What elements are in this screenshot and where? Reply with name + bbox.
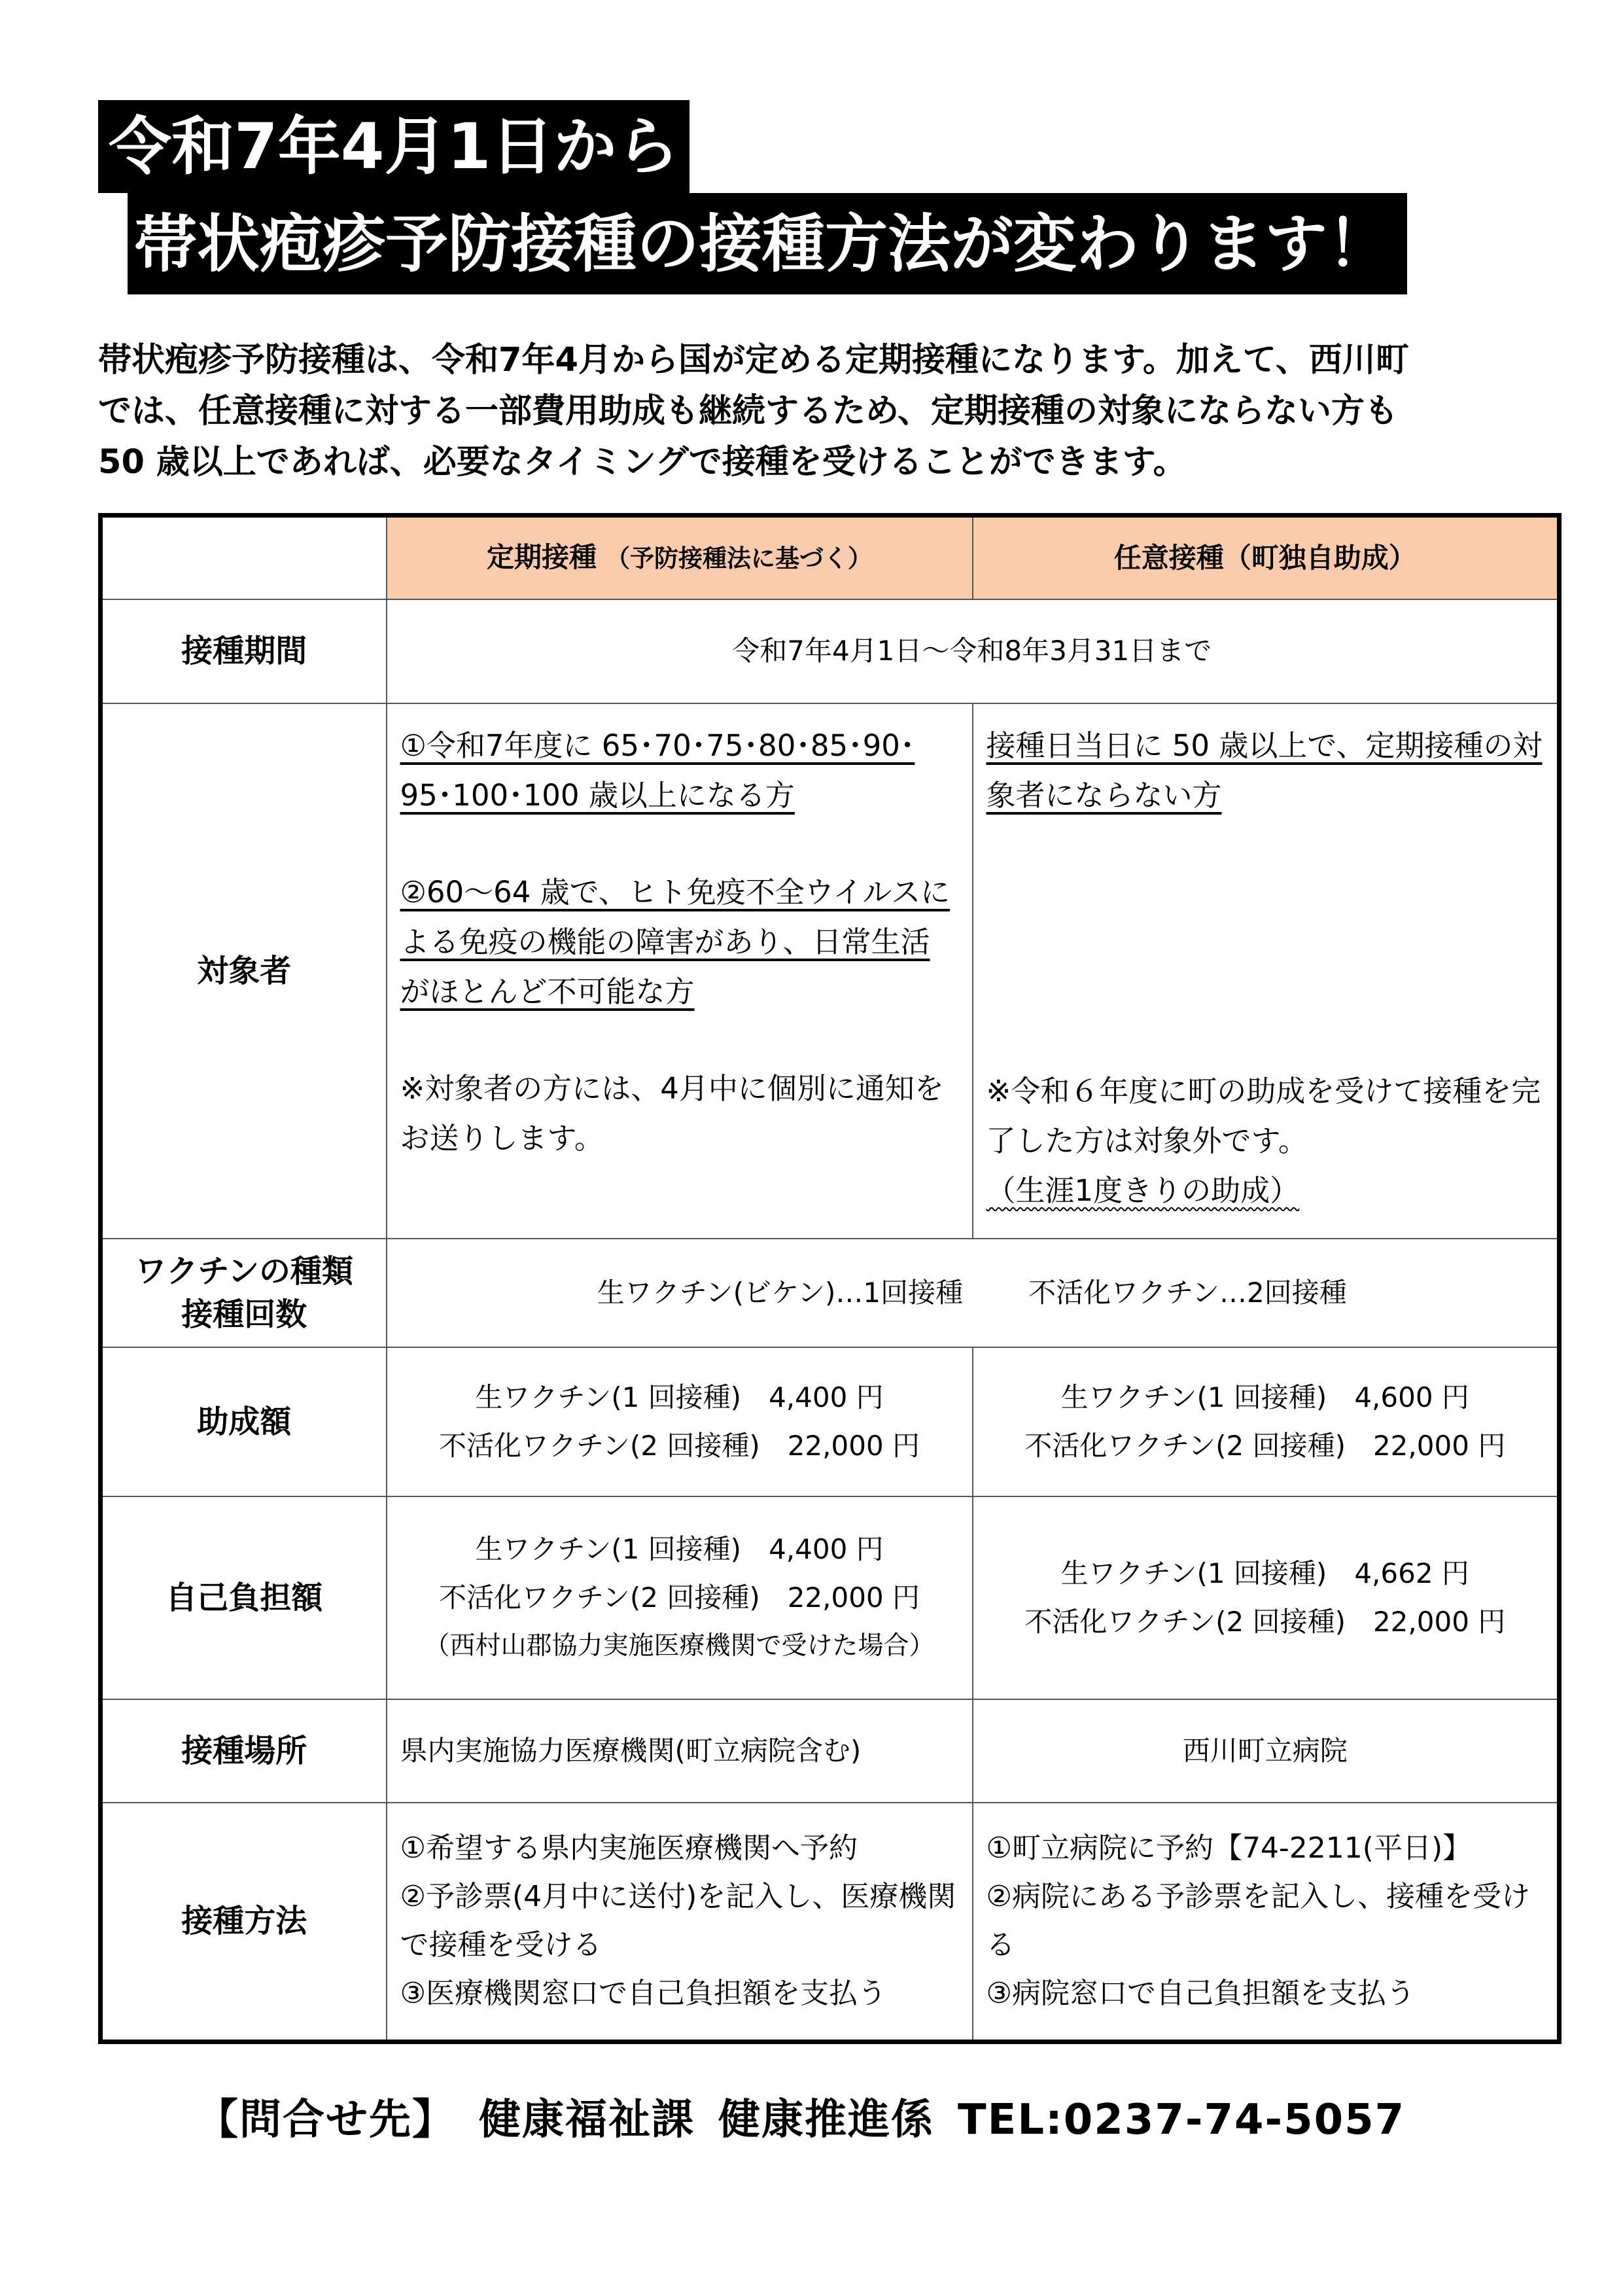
intro-line: では、任意接種に対する一部費用助成も継続するため、定期接種の対象にならない方も (98, 392, 1398, 431)
row-label-target: 対象者 (101, 703, 387, 1239)
row-label-method: 接種方法 (101, 1803, 387, 2042)
subsidy-voluntary-1: 生ワクチン(1 回接種) 4,600 円 (1060, 1381, 1469, 1413)
header-regular (387, 516, 973, 599)
header-voluntary: 任意接種（町独自助成） (973, 516, 1560, 599)
row-label-vaccine-2: 接種回数 (181, 1296, 307, 1333)
row-method (101, 1803, 1560, 2042)
contact-section: 健康推進係 (718, 2096, 934, 2144)
contact-department: 健康福祉課 (479, 2096, 695, 2144)
method-voluntary-2: ②病院にある予診票を記入し、接種を受ける (986, 1880, 1530, 1962)
row-label-place: 接種場所 (101, 1699, 387, 1803)
copay-voluntary-2: 不活化ワクチン(2 回接種) 22,000 円 (1024, 1605, 1506, 1638)
title-line-1: 令和7年4月1日から (98, 100, 689, 193)
target-regular-1: ①令和7年度に 65･70･75･80･85･90･95･100･100 歳以上になる方 (400, 728, 915, 813)
target-regular-2: ②60～64 歳で、ヒト免疫不全ウイルスによる免疫の機能の障害があり、日常生活がほとんど不可能な方 (400, 874, 951, 1009)
row-subsidy (101, 1347, 1560, 1496)
row-label-period: 接種期間 (101, 599, 387, 703)
vaccine-value (387, 1239, 1560, 1347)
contact-line (196, 2086, 1429, 2146)
target-voluntary (973, 703, 1560, 1239)
period-value: 令和7年4月1日～令和8年3月31日まで (387, 599, 1560, 703)
copay-regular (387, 1496, 973, 1699)
subsidy-voluntary (973, 1347, 1560, 1496)
target-voluntary-note: ※令和６年度に町の助成を受けて接種を完了した方は対象外です。 (986, 1073, 1541, 1158)
subsidy-voluntary-2: 不活化ワクチン(2 回接種) 22,000 円 (1024, 1429, 1506, 1462)
copay-regular-2: 不活化ワクチン(2 回接種) 22,000 円 (438, 1581, 920, 1614)
title-line-2: 帯状疱疹予防接種の接種方法が変わります！ (128, 193, 1407, 294)
intro-paragraph (98, 335, 1537, 488)
target-voluntary-1: 接種日当日に 50 歳以上で、定期接種の対象者にならない方 (986, 728, 1543, 813)
header-empty-cell (101, 516, 387, 599)
subsidy-regular-2: 不活化ワクチン(2 回接種) 22,000 円 (438, 1429, 920, 1462)
row-label-copay: 自己負担額 (101, 1496, 387, 1699)
contact-label: 【問合せ先】 (196, 2096, 455, 2144)
header-regular-sub: （予防接種法に基づく） (606, 544, 872, 573)
row-label-subsidy: 助成額 (101, 1347, 387, 1496)
copay-regular-1: 生ワクチン(1 回接種) 4,400 円 (475, 1532, 884, 1565)
row-vaccine (101, 1239, 1560, 1347)
row-copay (101, 1496, 1560, 1699)
vaccination-table (98, 513, 1562, 2044)
vaccine-live: 生ワクチン(ビケン)…1回接種 (597, 1276, 964, 1309)
place-regular: 県内実施協力医療機関(町立病院含む) (387, 1699, 973, 1803)
vaccine-inactivated: 不活化ワクチン…2回接種 (1028, 1276, 1347, 1309)
copay-voluntary-1: 生ワクチン(1 回接種) 4,662 円 (1060, 1557, 1469, 1589)
subsidy-regular (387, 1347, 973, 1496)
intro-line: 50 歳以上であれば、必要なタイミングで接種を受けることができます。 (98, 443, 1187, 482)
row-period (101, 599, 1560, 703)
method-regular (387, 1803, 973, 2042)
table-header-row (101, 516, 1560, 599)
method-voluntary (973, 1803, 1560, 2042)
row-label-vaccine (101, 1239, 387, 1347)
header-regular-main: 定期接種 (486, 540, 597, 573)
target-regular (387, 703, 973, 1239)
subsidy-regular-1: 生ワクチン(1 回接種) 4,400 円 (475, 1381, 884, 1413)
method-voluntary-1: ①町立病院に予約【74-2211(平日)】 (986, 1831, 1472, 1865)
target-voluntary-note-2: （生涯1度きりの助成） (986, 1173, 1300, 1208)
row-place (101, 1699, 1560, 1803)
copay-voluntary (973, 1496, 1560, 1699)
intro-line: 帯状疱疹予防接種は、令和7年4月から国が定める定期接種になります。加えて、西川町 (98, 341, 1409, 380)
method-regular-1: ①希望する県内実施医療機関へ予約 (400, 1831, 858, 1865)
target-regular-note: ※対象者の方には、4月中に個別に通知をお送りします。 (400, 1070, 944, 1156)
method-voluntary-3: ③病院窓口で自己負担額を支払う (986, 1977, 1415, 2011)
method-regular-2: ②予診票(4月中に送付)を記入し、医療機関で接種を受ける (400, 1880, 956, 1962)
method-regular-3: ③医療機関窓口で自己負担額を支払う (400, 1977, 886, 2011)
place-voluntary: 西川町立病院 (973, 1699, 1560, 1803)
row-target (101, 703, 1560, 1239)
contact-tel: TEL:0237-74-5057 (958, 2096, 1406, 2144)
copay-regular-note: （西村山郡協力実施医療機関で受けた場合） (424, 1631, 935, 1661)
row-label-vaccine-1: ワクチンの種類 (135, 1252, 354, 1290)
